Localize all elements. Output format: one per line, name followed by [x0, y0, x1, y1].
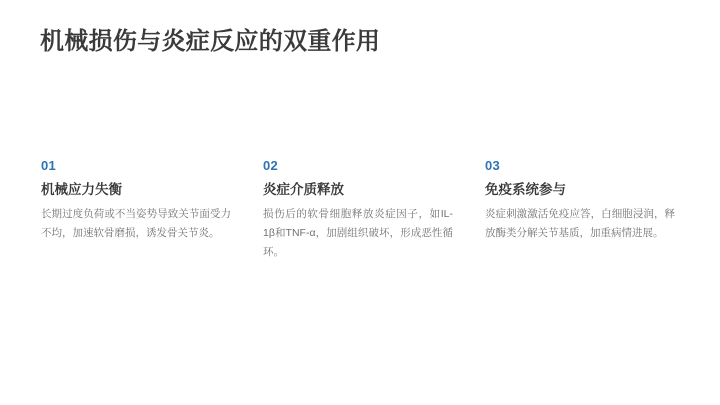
column-body: 损伤后的软骨细胞释放炎症因子，如IL-1β和TNF-α，加剧组织破坏，形成恶性循环。: [263, 208, 453, 258]
column-body: 长期过度负荷或不当姿势导致关节面受力不均，加速软骨磨损，诱发骨关节炎。: [41, 208, 231, 239]
column-body: 炎症刺激激活免疫应答，白细胞浸润，释放酶类分解关节基质，加重病情进展。: [485, 208, 675, 239]
column-heading: 机械应力失衡: [41, 182, 122, 197]
column-number: 01: [41, 158, 57, 173]
column-number: 03: [485, 158, 501, 173]
slide-title: 机械损伤与炎症反应的双重作用: [40, 28, 381, 55]
column-heading: 免疫系统参与: [485, 182, 566, 197]
columns: [41, 159, 675, 262]
column-item-2: [263, 159, 453, 262]
column-item-1: [41, 159, 231, 262]
column-heading: 炎症介质释放: [263, 182, 344, 197]
column-number: 02: [263, 158, 279, 173]
column-item-3: [485, 159, 675, 262]
